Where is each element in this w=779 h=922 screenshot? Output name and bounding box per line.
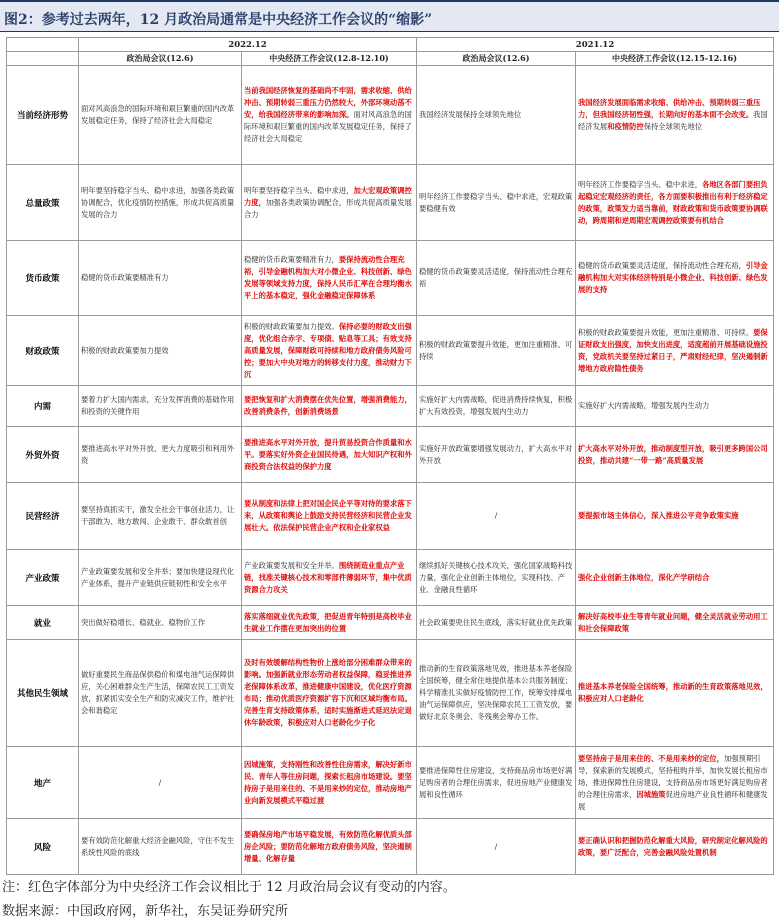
- text-segment: 实施好扩大内需战略，促进消费持续恢复，积极扩大有效投资，增强发展内生动力: [419, 395, 573, 416]
- text-segment: 明年要坚持稳字当头、稳中求进，加强各类政策协调配合，优化疫情防控措施，形成共促高质量发展的合力: [81, 185, 235, 219]
- text-segment: 积极的财政政策要加力提效: [81, 345, 169, 355]
- row-label: 其他民生领域: [7, 640, 79, 747]
- text-segment: 我国经济发展保持全球领先地位: [419, 110, 522, 119]
- changed-text: 因城施策，支持刚性和改善性住房需求，解决好新市民、青年人等住房问题，探索长租房市场建设。要坚持房子是用来住的、不是用来炒的定位，推动房地产业向新发展模式平稳过渡: [244, 759, 412, 805]
- table-row: [7, 483, 774, 550]
- row-label: 地产: [7, 747, 79, 819]
- text-segment: 保持全球领先地位: [643, 122, 703, 131]
- text-segment: 促进房地产业良性循环和健康发展: [578, 789, 768, 811]
- changed-text: 要推进高水平对外开放，提升贸易投资合作质量和水平。要落实好外资企业国民待遇，加大知识产权和外商投资合法权益的保护力度: [244, 437, 412, 471]
- cell-cewc-2022: [242, 66, 417, 165]
- cell-politburo-2021: [417, 819, 576, 875]
- header-politburo-2022: 政治局会议(12.6): [79, 52, 242, 66]
- text-segment: 加强各类政策协调配合，形成共促高质量发展合力: [244, 197, 412, 219]
- text-segment: 要坚持真抓实干，激发全社会干事创业活力，让干部敢为、地方敢闯、企业敢干、群众敢首创: [81, 505, 235, 526]
- changed-text: 我国经济发展面临需求收缩、供给冲击、预期转弱三重压力，但我国经济韧性强，长期向好的基本面不会改变。: [578, 98, 761, 119]
- text-segment: 面对风高浪急的国际环境和艰巨繁重的国内改革发展稳定任务，保持了经济社会大局稳定: [244, 110, 412, 143]
- changed-text: 引导金融机构加大对实体经济特别是小微企业、科技创新、绿色发展的支持: [578, 261, 768, 294]
- cell-cewc-2021: [576, 165, 774, 241]
- cell-cewc-2022: [242, 606, 417, 640]
- table-row: [7, 66, 774, 165]
- figure-title: 图2：参考过去两年，12 月政治局通常是中央经济工作会议的“缩影”: [0, 0, 779, 32]
- row-label: 外贸外资: [7, 427, 79, 483]
- text-segment: 要推进保障性住房建设，支持商品房市场更好满足购房者的合理住房需求，促进房地产业健康发展和良性循环: [419, 765, 573, 799]
- text-segment: 要推进高水平对外开放、更大力度吸引和利用外资: [81, 443, 235, 465]
- text-segment: /: [158, 777, 162, 787]
- cell-cewc-2021: [576, 483, 774, 550]
- cell-politburo-2022: [79, 316, 242, 386]
- changed-text: 落实落细就业优先政策，把促进青年特别是高校毕业生就业工作摆在更加突出的位置: [244, 611, 412, 633]
- cell-cewc-2021: [576, 747, 774, 819]
- cell-politburo-2022: [79, 483, 242, 550]
- cell-cewc-2021: [576, 640, 774, 747]
- text-segment: 产业政策要发展和安全并举；要加快建设现代化产业体系，提升产业链供应链韧性和安全水平: [81, 566, 235, 588]
- text-segment: 突出做好稳增长、稳就业、稳物价工作: [81, 617, 206, 627]
- cell-cewc-2022: [242, 316, 417, 386]
- cell-politburo-2022: [79, 550, 242, 606]
- year-header-2022: 2022.12: [79, 38, 417, 52]
- changed-text: 要保证财政支出强度，加快支出进度，适度超前开展基础设施投资，党政机关要坚持过紧日子，严肃财经纪律，坚决遏制新增地方政府隐性债务: [578, 327, 768, 373]
- changed-text: 加大宏观政策调控力度，: [244, 185, 412, 207]
- text-segment: 推动新的生育政策落地见效，推进基本养老保险全国统筹，健全常住地提供基本公共服务制度；科学精准扎实做好疫情防控工作，统筹安排煤电油气运保障供应，坚决保障农民工工资发放，要做好北京冬奥会、冬残奥会筹办工作。: [419, 664, 573, 721]
- data-source: 数据来源：中国政府网，新华社，东吴证券研究所: [2, 904, 289, 919]
- table-row: [7, 241, 774, 316]
- row-label: 内需: [7, 386, 79, 427]
- cell-politburo-2022: [79, 606, 242, 640]
- cell-politburo-2021: [417, 550, 576, 606]
- table-row: [7, 819, 774, 875]
- cell-politburo-2022: [79, 66, 242, 165]
- cell-politburo-2022: [79, 165, 242, 241]
- cell-politburo-2021: [417, 241, 576, 316]
- changed-text: 要从制度和法律上把对国企民企平等对待的要求落下来，从政策和舆论上鼓励支持民营经济和民营企业发展壮大。依法保护民营企业产权和企业家权益: [244, 499, 412, 532]
- year-header-row: [7, 38, 774, 52]
- table-row: [7, 606, 774, 640]
- text-segment: 加强预期引导，探索新的发展模式，坚持租购并举，加快发展长租房市场，推进保障性住房建设，支持商品房市场更好满足购房者的合理住房需求，: [578, 753, 768, 799]
- text-segment: 面对风高浪急的国际环境和艰巨繁重的国内改革发展稳定任务，保持了经济社会大局稳定: [81, 104, 235, 125]
- changed-text: 要坚持房子是用来住的、不是用来炒的定位，: [578, 753, 724, 763]
- changed-text: 保持必要的财政支出强度，优化组合赤字、专项债、贴息等工具；有效支持高质量发展，保障财政可持续和地方政府债务风险可控；要加大中央对地方的转移支付力度，推动财力下沉: [244, 321, 412, 379]
- cell-cewc-2021: [576, 606, 774, 640]
- changed-text: 要正确认识和把握防范化解重大风险，研究制定化解风险的政策，要广泛配合，完善金融风险处置机制: [578, 835, 768, 857]
- changed-text: 因城施策: [636, 789, 666, 799]
- cell-cewc-2022: [242, 640, 417, 747]
- cell-politburo-2021: [417, 606, 576, 640]
- cell-cewc-2022: [242, 483, 417, 550]
- header-cewc-2021: 中央经济工作会议(12.15-12.16): [576, 52, 774, 66]
- table-row: [7, 640, 774, 747]
- table-row: [7, 165, 774, 241]
- row-label: 就业: [7, 606, 79, 640]
- cell-cewc-2021: [576, 386, 774, 427]
- row-label: 财政政策: [7, 316, 79, 386]
- text-segment: /: [494, 841, 498, 851]
- cell-politburo-2021: [417, 427, 576, 483]
- meeting-header-row: [7, 52, 774, 66]
- text-segment: 积极的财政政策要加力提效。: [244, 321, 339, 331]
- text-segment: 我国经济发展: [578, 110, 768, 131]
- changed-text: 要提振市场主体信心，深入推进公平竞争政策实施: [578, 511, 739, 520]
- changed-text: 围绕制造业重点产业链，找准关键核心技术和零部件薄弱环节，集中优质资源合力攻关: [244, 560, 412, 594]
- cell-cewc-2021: [576, 316, 774, 386]
- cell-cewc-2022: [242, 747, 417, 819]
- cell-politburo-2022: [79, 819, 242, 875]
- changed-text: 及时有效缓解结构性物价上涨给部分困难群众带来的影响。加强新就业形态劳动者权益保障，稳妥推进养老保障体系改革，推进健康中国建设，优化医疗资源布局；推动优质医疗资源扩容下沉和区域均衡布局。完善生育支持政策体系，适时实施渐进式延迟法定退休年龄政策，积极应对人口老龄化少子化: [244, 658, 412, 727]
- cell-politburo-2022: [79, 427, 242, 483]
- header-politburo-2021: 政治局会议(12.6): [417, 52, 576, 66]
- table-row: [7, 386, 774, 427]
- cell-cewc-2022: [242, 427, 417, 483]
- text-segment: 稳健的货币政策要灵活适度，保持流动性合理充裕: [419, 267, 573, 288]
- text-segment: 继续抓好关键核心技术攻关，强化国家战略科技力量，强化企业创新主体地位，实现科技、产业、金融良性循环: [419, 560, 573, 594]
- table-row: [7, 747, 774, 819]
- changed-text: 要确保房地产市场平稳发展，有效防范化解优质头部房企风险；要防范化解地方政府债务风险，坚决遏制增量、化解存量: [244, 829, 412, 863]
- cell-politburo-2022: [79, 640, 242, 747]
- changed-text: 扩大高水平对外开放，推动制度型开放，吸引更多跨国公司投资，推动共建“一带一路”高质量发展: [578, 443, 768, 465]
- cell-cewc-2022: [242, 241, 417, 316]
- cell-cewc-2021: [576, 427, 774, 483]
- row-label: 当前经济形势: [7, 66, 79, 165]
- text-segment: /: [494, 511, 498, 520]
- row-label: 民营经济: [7, 483, 79, 550]
- table-row: [7, 550, 774, 606]
- text-segment: 明年要坚持稳字当头、稳中求进，: [244, 185, 354, 195]
- table-body: [7, 66, 774, 875]
- cell-cewc-2021: [576, 241, 774, 316]
- text-segment: 稳健的货币政策要精准有力: [81, 273, 169, 282]
- text-segment: 社会政策要兜住民生底线，落实好就业优先政策: [419, 617, 573, 627]
- changed-text: 解决好高校毕业生等青年就业问题，健全灵活就业劳动用工和社会保障政策: [578, 611, 768, 633]
- text-segment: 要有效防范化解重大经济金融风险，守住不发生系统性风险的底线: [81, 835, 235, 857]
- cell-cewc-2021: [576, 66, 774, 165]
- changed-text: 各地区各部门要担负起稳定宏观经济的责任，各方面要积极推出有利于经济稳定的政策，政策发力适当靠前，财政政策和货币政策要协调联动，跨周期和逆周期宏观调控政策要有机结合: [578, 179, 768, 225]
- cell-politburo-2021: [417, 640, 576, 747]
- cell-politburo-2021: [417, 165, 576, 241]
- text-segment: 实施好开放政策要增强发展动力，扩大高水平对外开放: [419, 443, 573, 465]
- changed-text: 推进基本养老保险全国统筹，推动新的生育政策落地见效，积极应对人口老龄化: [578, 682, 768, 703]
- corner-cell: [7, 52, 79, 66]
- text-segment: 做好重要民生商品保供稳价和煤电油气运保障供应，关心困难群众生产生活，保障农民工工资发放，抓紧抓实安全生产和防灾减灾工作，维护社会和谐稳定: [81, 670, 235, 715]
- cell-cewc-2021: [576, 550, 774, 606]
- header-cewc-2022: 中央经济工作会议(12.8-12.10): [242, 52, 417, 66]
- cell-cewc-2022: [242, 165, 417, 241]
- cell-politburo-2021: [417, 66, 576, 165]
- table-row: [7, 427, 774, 483]
- cell-politburo-2021: [417, 386, 576, 427]
- text-segment: 积极的财政政策要提升效能，更加注重精准、可持续: [419, 339, 573, 361]
- table-row: [7, 316, 774, 386]
- cell-politburo-2021: [417, 483, 576, 550]
- cell-politburo-2022: [79, 386, 242, 427]
- corner-cell: [7, 38, 79, 52]
- row-label: 货币政策: [7, 241, 79, 316]
- changed-text: 要保持流动性合理充裕，引导金融机构加大对小微企业、科技创新、绿色发展等领域支持力度，保持人民币汇率在合理均衡水平上的基本稳定，强化金融稳定保障体系: [244, 255, 412, 300]
- text-segment: 稳健的货币政策要灵活适度，保持流动性合理充裕，: [578, 261, 746, 270]
- row-label: 风险: [7, 819, 79, 875]
- cell-politburo-2021: [417, 316, 576, 386]
- changed-text: 和疫情防控: [607, 122, 644, 131]
- footnote: 注：红色字体部分为中央经济工作会议相比于 12 月政治局会议有变动的内容。: [2, 880, 456, 895]
- changed-text: 强化企业创新主体地位，深化产学研结合: [578, 572, 710, 582]
- comparison-table: [6, 37, 774, 875]
- row-label: 总量政策: [7, 165, 79, 241]
- cell-politburo-2021: [417, 747, 576, 819]
- cell-cewc-2021: [576, 819, 774, 875]
- text-segment: 积极的财政政策要提升效能，更加注重精准、可持续。: [578, 327, 754, 337]
- cell-cewc-2022: [242, 550, 417, 606]
- cell-cewc-2022: [242, 386, 417, 427]
- text-segment: 实施好扩大内需战略，增强发展内生动力: [578, 401, 710, 410]
- changed-text: 当前我国经济恢复的基础尚不牢固，需求收缩、供给冲击、预期转弱三重压力仍然较大，外部环境动荡不安，给我国经济带来的影响加深。: [244, 86, 412, 119]
- row-label: 产业政策: [7, 550, 79, 606]
- text-segment: 明年经济工作要稳字当头、稳中求进，宏观政策要稳健有效: [419, 191, 573, 213]
- text-segment: 稳健的货币政策要精准有力，: [244, 255, 339, 264]
- year-header-2021: 2021.12: [417, 38, 774, 52]
- text-segment: 产业政策要发展和安全并举。: [244, 560, 339, 570]
- cell-cewc-2022: [242, 819, 417, 875]
- text-segment: 要着力扩大国内需求，充分发挥消费的基础作用和投资的关键作用: [81, 395, 235, 416]
- changed-text: 要把恢复和扩大消费摆在优先位置，增强消费能力，改善消费条件，创新消费场景: [244, 395, 412, 416]
- cell-politburo-2022: [79, 747, 242, 819]
- text-segment: 明年经济工作要稳字当头、稳中求进，: [578, 179, 703, 189]
- cell-politburo-2022: [79, 241, 242, 316]
